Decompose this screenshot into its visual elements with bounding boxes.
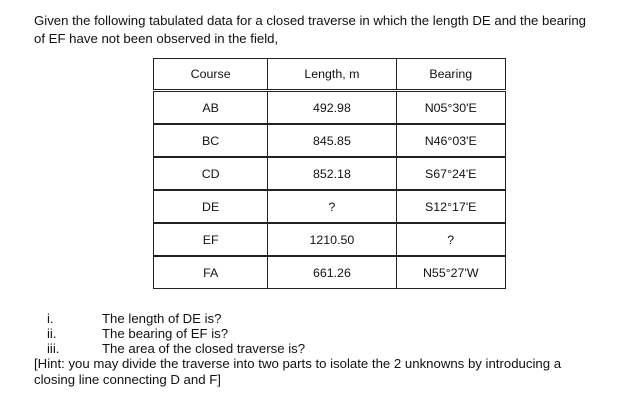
question-list (34, 311, 624, 388)
cell-length: 661.26 (268, 256, 396, 289)
table-row (154, 256, 506, 289)
cell-bearing: S12°17'E (396, 190, 506, 223)
table-row (154, 190, 506, 223)
problem-statement-line-1: Given the following tabulated data for a closed traverse in which the length DE and the bearing (34, 13, 587, 28)
table-row (154, 124, 506, 157)
table-row (154, 223, 506, 256)
cell-bearing: N55°27'W (396, 256, 506, 289)
question-item (34, 341, 624, 356)
question-text: The length of DE is? (102, 311, 222, 326)
problem-statement (34, 12, 624, 48)
cell-length: 852.18 (268, 157, 396, 190)
cell-bearing: ? (396, 223, 506, 256)
table-header-row (154, 59, 506, 91)
problem-statement-line-2: of EF have not been observed in the field, (34, 31, 279, 46)
question-number: ii. (47, 326, 57, 341)
question-text: The area of the closed traverse is? (102, 341, 306, 356)
question-number: iii. (47, 341, 60, 356)
header-length: Length, m (268, 59, 396, 91)
cell-bearing: N46°03'E (396, 124, 506, 157)
traverse-data-table (153, 58, 506, 289)
question-item (34, 326, 624, 341)
cell-length: 1210.50 (268, 223, 396, 256)
header-bearing: Bearing (396, 59, 506, 91)
question-item (34, 311, 624, 326)
question-text: The bearing of EF is? (102, 326, 229, 341)
cell-length: 492.98 (268, 91, 396, 125)
cell-course: CD (154, 157, 268, 190)
cell-bearing: N05°30'E (396, 91, 506, 125)
question-number: i. (47, 311, 54, 326)
hint-line-1: [Hint: you may divide the traverse into two parts to isolate the 2 unknowns by introducing a (34, 356, 562, 371)
table-row (154, 157, 506, 190)
cell-length: ? (268, 190, 396, 223)
cell-course: BC (154, 124, 268, 157)
table-row (154, 91, 506, 125)
cell-course: EF (154, 223, 268, 256)
cell-bearing: S67°24'E (396, 157, 506, 190)
cell-course: FA (154, 256, 268, 289)
hint-text (34, 356, 624, 388)
cell-course: AB (154, 91, 268, 125)
cell-length: 845.85 (268, 124, 396, 157)
cell-course: DE (154, 190, 268, 223)
hint-line-2: closing line connecting D and F] (34, 372, 221, 387)
header-course: Course (154, 59, 268, 91)
